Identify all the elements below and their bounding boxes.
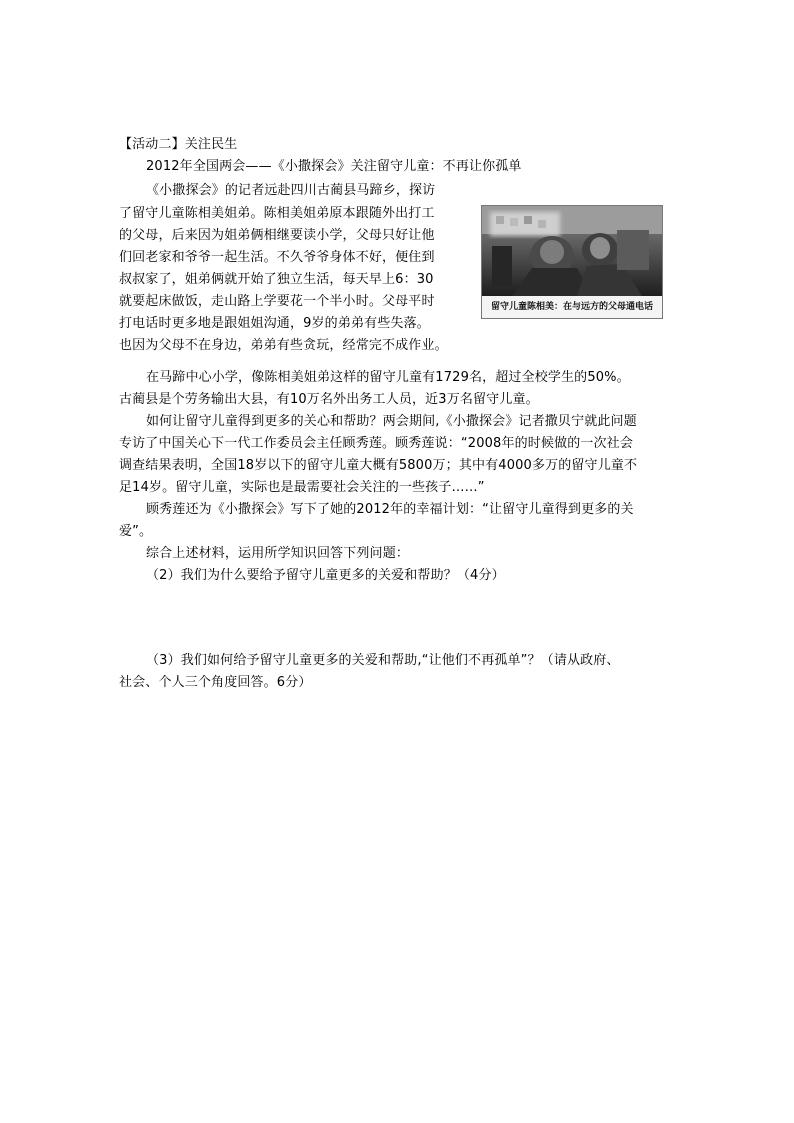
story-line: 打电话时更多地是跟姐姐沟通，9岁的弟弟有些失落。 <box>119 316 430 331</box>
story-line: 了留守儿童陈相美姐弟。陈相美姐弟原本跟随外出打工 <box>119 206 435 221</box>
news-photo-caption: 留守儿童陈相美：在与远方的父母通电话 <box>482 296 662 318</box>
interview-line: 足14岁。留守儿童，实际也是最需要社会关注的一些孩子……” <box>119 480 485 495</box>
section-heading-bracket: 【活动二】 <box>119 137 185 152</box>
question-2: （2）我们为什么要给予留守儿童更多的关爱和帮助？（4分） <box>146 568 505 583</box>
interview-line: 调查结果表明，全国18岁以下的留守儿童大概有5800万；其中有4000多万的留守儿童不 <box>119 458 638 473</box>
interview-line: 爱”。 <box>119 524 153 539</box>
interview-line: 顾秀莲还为《小撒探会》写下了她的2012年的幸福计划：“让留守儿童得到更多的关 <box>146 502 634 517</box>
story-line: 叔叔家了，姐弟俩就开始了独立生活，每天早上6：30 <box>119 272 434 287</box>
stats-line: 古蔺县是个劳务输出大县，有10万名外出务工人员，近3万名留守儿童。 <box>119 392 539 407</box>
section-heading-title: 关注民生 <box>184 137 238 152</box>
news-photo-image <box>482 206 662 296</box>
stats-line: 在马蹄中心小学，像陈相美姐弟这样的留守儿童有1729名，超过全校学生的50%。 <box>146 370 630 385</box>
interview-line: 专访了中国关心下一代工作委员会主任顾秀莲。顾秀莲说：“2008年的时候做的一次社会 <box>119 436 633 451</box>
news-photo <box>481 205 663 319</box>
story-line: 的父母，后来因为姐弟俩相继要读小学，父母只好让他 <box>119 228 435 243</box>
story-line: 们回老家和爷爷一起生活。不久爷爷身体不好，便住到 <box>119 250 435 265</box>
instruction-line: 综合上述材料，运用所学知识回答下列问题： <box>146 546 410 561</box>
story-line: 也因为父母不在身边，弟弟有些贪玩，经常完不成作业。 <box>119 338 448 353</box>
section-subtitle: 2012年全国两会——《小撒探会》关注留守儿童：不再让你孤单 <box>146 159 522 174</box>
interview-line: 如何让留守儿童得到更多的关心和帮助？两会期间,《小撒探会》记者撒贝宁就此问题 <box>146 414 637 429</box>
section-heading <box>119 134 237 156</box>
question-3-line: 社会、个人三个角度回答。6分） <box>119 675 312 690</box>
question-3-line: （3）我们如何给予留守儿童更多的关爱和帮助,“让他们不再孤单”？（请从政府、 <box>146 653 620 668</box>
story-line: 《小撒探会》的记者远赴四川古蔺县马蹄乡，探访 <box>146 183 436 198</box>
story-line: 就要起床做饭，走山路上学要花一个半小时。父母平时 <box>119 294 435 309</box>
